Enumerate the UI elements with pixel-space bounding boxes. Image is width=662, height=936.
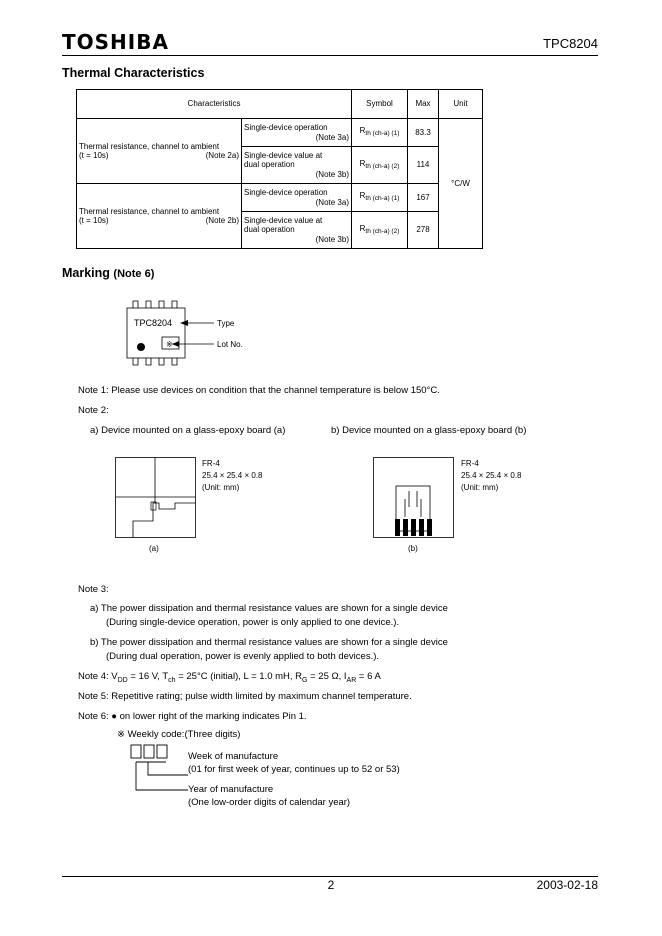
- condition-cell: [77, 184, 242, 249]
- desc-note: (Note 3b): [315, 169, 349, 179]
- marking-diagram: [120, 298, 260, 368]
- symbol-main: R: [359, 191, 366, 201]
- board-b-material: FR-4: [461, 459, 479, 468]
- marking-title: [62, 266, 154, 280]
- note-3a-line1: a) The power dissipation and thermal resistance values are shown for a single device: [90, 603, 448, 614]
- condition-text: Thermal resistance, channel to ambient: [79, 206, 220, 216]
- condition-cell: [77, 119, 242, 184]
- marking-title-note: (Note 6): [113, 268, 155, 280]
- note4-s2: ch: [168, 676, 176, 684]
- board-b-unit: (Unit: mm): [461, 483, 499, 492]
- week-desc: (01 for first week of year, continues up to 52 or 53): [188, 764, 400, 775]
- col-characteristics: Characteristics: [77, 90, 352, 119]
- board-a-diagram: [115, 457, 197, 539]
- board-a-caption: (a): [149, 544, 159, 553]
- symbol-sub: th (ch-a) (2): [365, 227, 400, 235]
- symbol-cell: [352, 184, 408, 212]
- note-6: Note 6: ● on lower right of the marking indicates Pin 1.: [78, 711, 307, 722]
- symbol-sub: th (ch-a) (1): [365, 195, 400, 203]
- note-2: Note 2:: [78, 405, 109, 416]
- type-label: Type: [217, 319, 235, 328]
- condition-note: (Note 2b): [205, 216, 239, 225]
- condition-text: Thermal resistance, channel to ambient: [79, 141, 220, 151]
- max-cell: 114: [408, 147, 439, 184]
- year-desc: (One low-order digits of calendar year): [188, 797, 351, 808]
- note4-p4: = 25 Ω, I: [307, 671, 347, 682]
- note-3b-line1: b) The power dissipation and thermal resistance values are shown for a single device: [90, 637, 448, 648]
- board-b-caption: (b): [408, 544, 418, 553]
- symbol-sub: th (ch-a) (2): [365, 162, 400, 170]
- note-3b-line2: (During dual operation, power is evenly applied to both devices.).: [106, 651, 380, 662]
- note4-p3: = 25°C (initial), L = 1.0 mH, R: [175, 671, 303, 682]
- year-title: Year of manufacture: [188, 784, 274, 795]
- symbol-main: R: [359, 158, 366, 168]
- desc-note: (Note 3a): [315, 197, 349, 207]
- footer-rule: [62, 876, 598, 877]
- board-a-size: 25.4 × 25.4 × 0.8: [202, 471, 263, 480]
- symbol-cell: [352, 147, 408, 184]
- toshiba-logo: TOSHIBA: [62, 30, 169, 54]
- note-2a: a) Device mounted on a glass-epoxy board (a): [90, 425, 286, 436]
- desc-text: Single-device value at dual operation: [244, 150, 323, 170]
- header-rule: [62, 55, 598, 56]
- board-a-material: FR-4: [202, 459, 220, 468]
- max-cell: 278: [408, 212, 439, 249]
- desc-note: (Note 3a): [315, 132, 349, 142]
- note4-p1: Note 4: V: [78, 671, 118, 682]
- col-max: Max: [408, 90, 439, 119]
- table-row: [77, 184, 483, 212]
- page-number: 2: [327, 878, 335, 892]
- max-cell: 167: [408, 184, 439, 212]
- board-b-diagram: [373, 457, 455, 539]
- table-row: [77, 119, 483, 147]
- note4-s3: G: [302, 676, 308, 684]
- note4-p2: = 16 V, T: [127, 671, 169, 682]
- note-2b: b) Device mounted on a glass-epoxy board (b): [331, 425, 527, 436]
- condition-time-row: [79, 151, 239, 161]
- condition-note: (Note 2a): [205, 151, 239, 160]
- symbol-cell: [352, 212, 408, 249]
- marking-title-text: Marking: [62, 266, 110, 280]
- note-6-weekly: ※ Weekly code:(Three digits): [117, 729, 241, 740]
- desc-note: (Note 3b): [315, 234, 349, 244]
- note4-s1: DD: [117, 676, 128, 684]
- thermal-table: [76, 89, 483, 249]
- note4-s4: AR: [346, 676, 357, 684]
- footer-date: 2003-02-18: [536, 878, 598, 892]
- note-3: Note 3:: [78, 584, 109, 595]
- symbol-sub: th (ch-a) (1): [365, 130, 400, 138]
- condition-time: (t = 10s): [79, 216, 109, 225]
- symbol-cell: [352, 119, 408, 147]
- symbol-main: R: [359, 126, 366, 136]
- note-5: Note 5: Repetitive rating; pulse width limited by maximum channel temperature.: [78, 691, 412, 702]
- lot-symbol: ※: [166, 340, 173, 349]
- max-cell: 83.3: [408, 119, 439, 147]
- condition-time: (t = 10s): [79, 151, 109, 160]
- condition-time-row: [79, 216, 239, 226]
- week-title: Week of manufacture: [188, 751, 279, 762]
- desc-cell: [242, 119, 352, 147]
- board-b-size: 25.4 × 25.4 × 0.8: [461, 471, 522, 480]
- desc-cell: [242, 212, 352, 249]
- board-a-unit: (Unit: mm): [202, 483, 240, 492]
- note-3a-line2: (During single-device operation, power is only applied to one device.).: [106, 617, 400, 628]
- col-symbol: Symbol: [352, 90, 408, 119]
- col-unit: Unit: [439, 90, 483, 119]
- note-4: [78, 671, 381, 687]
- note4-p5: = 6 A: [356, 671, 381, 682]
- unit-cell: °C/W: [439, 119, 483, 249]
- part-number: TPC8204: [543, 36, 598, 51]
- chip-text: TPC8204: [134, 318, 173, 328]
- desc-text: Single-device operation: [244, 123, 328, 132]
- weekly-code-diagram: [128, 743, 190, 793]
- note-1: Note 1: Please use devices on condition that the channel temperature is below 150°C.: [78, 385, 440, 396]
- desc-cell: [242, 184, 352, 212]
- symbol-main: R: [359, 223, 366, 233]
- desc-cell: [242, 147, 352, 184]
- table-header-row: [77, 90, 483, 119]
- desc-text: Single-device operation: [244, 188, 328, 197]
- thermal-title: Thermal Characteristics: [62, 66, 205, 80]
- lot-label: Lot No.: [217, 340, 243, 349]
- desc-text: Single-device value at dual operation: [244, 215, 323, 235]
